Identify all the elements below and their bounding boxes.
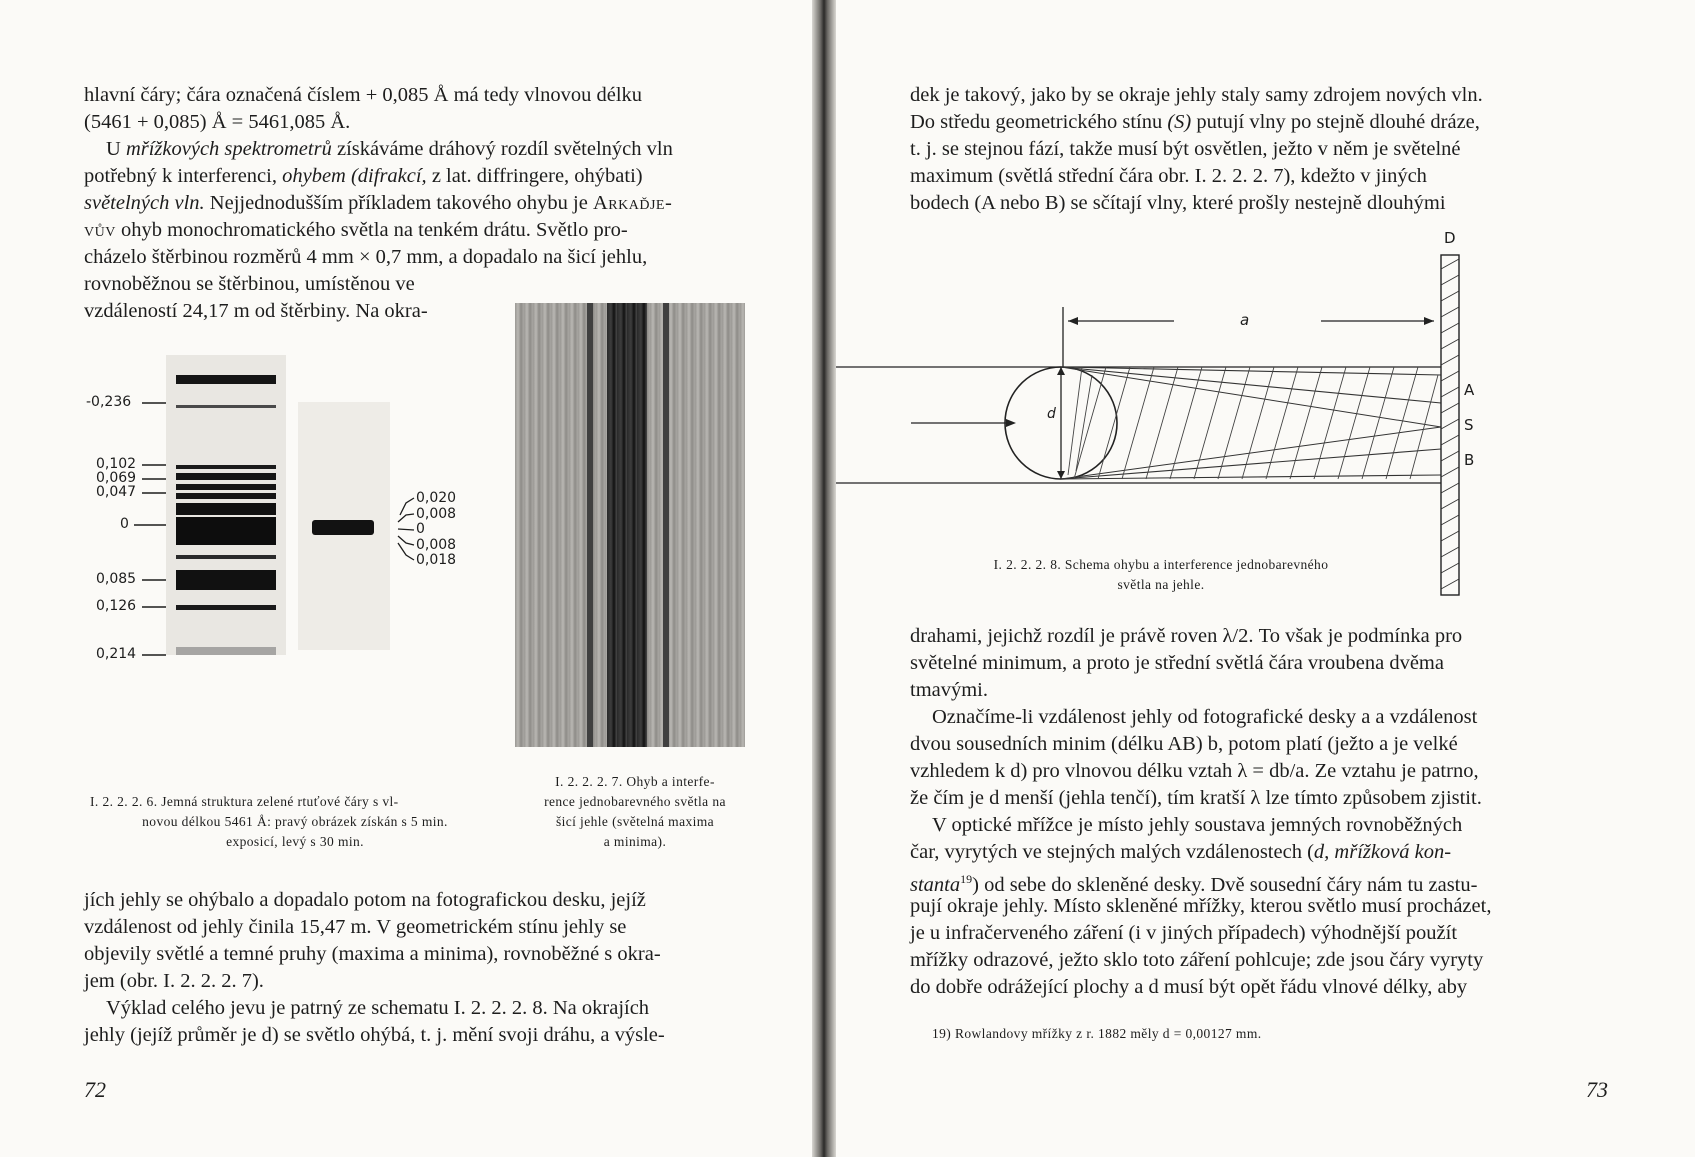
paragraph-line: vzdáleností 24,17 m od štěrbiny. Na okra- [84,300,428,322]
page-number: 73 [1586,1077,1608,1102]
text-run: Do středu geometrického stínu [910,111,1168,133]
caption-line: I. 2. 2. 2. 8. Schema ohybu a interference jednobarevného [993,557,1329,572]
text-run: čar, vyrytých ve stejných malých vzdálenostech ( [910,841,1314,863]
text-run: z lat. diffringere, ohýbati) [426,165,643,187]
scale-label: 0,126 [96,598,137,614]
point-label: S [1464,416,1474,434]
side-dark-band [663,303,669,747]
caption-line: šicí jehle (světelná maxima [555,814,715,829]
paragraph-line: V optické mřížce je místo jehly soustava jemných rovnoběžných [932,814,1463,836]
scale-label: 0,069 [96,470,137,486]
caption-line: světla na jehle. [1117,577,1205,592]
paragraph-line: Výklad celého jevu je patrný ze schematu I. 2. 2. 2. 8. Na okrajích [106,997,650,1019]
text-run: ohyb monochromatického světla na tenkém drátu. Světlo pro- [115,219,628,241]
fine-structure-label: 0,008 [416,506,457,522]
figure-caption [90,792,500,852]
figure-diffraction-schema [836,229,1695,615]
paragraph-line: pují okraje jehly. Místo skleněné mřížky, kterou světlo musí procházet, [910,895,1492,917]
scale-label: -0,236 [86,394,132,410]
fine-structure-label: 0,020 [416,490,457,506]
scale-label: 0,085 [96,571,137,587]
paragraph-line: světelné minimum, a proto je střední světlá čára vroubena dvěma [910,652,1444,674]
footnote: 19) Rowlandovy mřížky z r. 1882 měly d = 0,00127 mm. [932,1026,1262,1041]
side-dark-band [587,303,593,747]
paragraph-line [910,109,1618,136]
scale-label: 0,047 [96,484,137,500]
paragraph-line: hlavní čáry; čára označená číslem + 0,085 Å má tedy vlnovou délku [84,84,643,106]
figure-caption [515,772,755,852]
italic-term: d, mřížková kon- [1313,841,1452,863]
paragraph-line: je u infračerveného záření (i v jiných případech) výhodnější použít [910,922,1458,944]
paragraph-line: bodech (A nebo B) se sčítají vlny, které prošly nestejně dlouhými [910,192,1446,214]
caption-line: exposicí, levý s 30 min. [226,834,364,849]
fine-structure-label: 0 [416,521,425,537]
figure-spectral-lines [84,355,504,665]
author-name: vův [84,219,116,241]
text-run: ) od sebe do skleněné desky. Dvě sousední čáry nám tu zastu- [972,873,1478,896]
text-run: Nejjednodušším příkladem takového ohybu je [204,192,593,214]
text-run: U [106,138,126,160]
paragraph-line: rovnoběžnou se štěrbinou, umístěnou ve [84,273,415,295]
italic-term: ohybem (difrakcí, [282,165,427,187]
paragraph-line: cházelo štěrbinou rozměrů 4 mm × 0,7 mm, a dopadalo na šicí jehlu, [84,246,648,268]
paragraph-line: maximum (světlá střední čára obr. I. 2. 2. 2. 7), kdežto v jiných [910,165,1427,187]
footnote-marker: 19 [960,872,973,886]
fine-structure-label: 0,018 [416,552,457,568]
paragraph-line: vzdálenost od jehly činila 15,47 m. V geometrickém stínu jehly se [84,916,627,938]
plate-label: D [1444,229,1456,247]
paragraph-line [84,217,752,244]
scale-label: 0,214 [96,646,137,662]
caption-line: novou délkou 5461 Å: pravý obrázek získán s 5 min. [142,814,448,829]
text-run: potřebný k interferenci, [84,165,283,187]
book-gutter [812,0,836,1157]
fine-structure-label: 0,008 [416,537,457,553]
paragraph-line: vzhledem k d) pro vlnovou délku vztah λ = db/a. Ze vztahu je patrno, [910,760,1479,782]
scale-label: 0 [120,516,129,532]
caption-line: rence jednobarevného světla na [544,794,726,809]
paragraph-line [910,839,1618,866]
scale-label: 0,102 [96,456,137,472]
paragraph-line [84,163,752,190]
paragraph-line: jích jehly se ohýbalo a dopadalo potom na fotografickou desku, jejíž [84,889,646,911]
figure-diffraction-photo [515,303,745,747]
paragraph-line: dek je takový, jako by se okraje jehly staly samy zdrojem nových vln. [910,84,1483,106]
author-name: Arkaďje- [592,192,673,214]
italic-term: světelných vln. [84,192,205,214]
paragraph-line [84,190,752,217]
paragraph-line: tmavými. [910,679,989,701]
italic-term: mřížkových spektrometrů [125,138,332,160]
paragraph-line: dvou sousedních minim (délku AB) b, potom platí (ježto a je velké [910,733,1458,755]
point-label: B [1464,451,1475,469]
paragraph-line [106,136,752,163]
distance-label: a [1240,311,1250,329]
figure-caption [926,555,1396,595]
paragraph-line: objevily světlé a temné pruhy (maxima a minima), rovnoběžné s okra- [84,943,661,965]
diameter-label: d [1047,406,1056,422]
paragraph-line: mřížky odrazové, ježto sklo toto záření pohlcuje; zde jsou čáry vyryty [910,949,1484,971]
caption-line: I. 2. 2. 2. 7. Ohyb a interfe- [555,774,715,789]
point-label: A [1464,381,1475,399]
text-run: získáváme dráhový rozdíl světelných vln [331,138,673,160]
paragraph-line: jem (obr. I. 2. 2. 2. 7). [84,970,264,992]
text-run: putují vlny po stejně dlouhé dráze, [1191,111,1480,133]
page-number: 72 [84,1077,106,1102]
paragraph-line: drahami, jejichž rozdíl je právě roven λ/2. To však je podmínka pro [910,625,1463,647]
right-page [836,0,1695,1157]
paragraph-line: že čím je d menší (jehla tenčí), tím kratší λ lze tímto způsobem zjistit. [910,787,1482,809]
paragraph-line: jehly (jejíž průměr je d) se světlo ohýbá, t. j. mění svoji dráhu, a výsle- [84,1024,665,1046]
paragraph-line: do dobře odrážející plochy a d musí být opět řádu vlnové délky, aby [910,976,1468,998]
italic-term: (S) [1167,111,1192,133]
caption-line: I. 2. 2. 2. 6. Jemná struktura zelené rtuťové čáry s vl- [90,794,399,809]
paragraph-line: t. j. se stejnou fází, takže musí být osvětlen, ježto v něm je světelné [910,138,1461,160]
italic-term: stanta [910,873,961,896]
paragraph-line: (5461 + 0,085) Å = 5461,085 Å. [84,111,351,133]
paragraph-line: Označíme-li vzdálenost jehly od fotografické desky a a vzdálenost [932,706,1478,728]
caption-line: a minima). [603,834,667,849]
central-dark-band [607,303,647,747]
left-page [0,0,812,1157]
